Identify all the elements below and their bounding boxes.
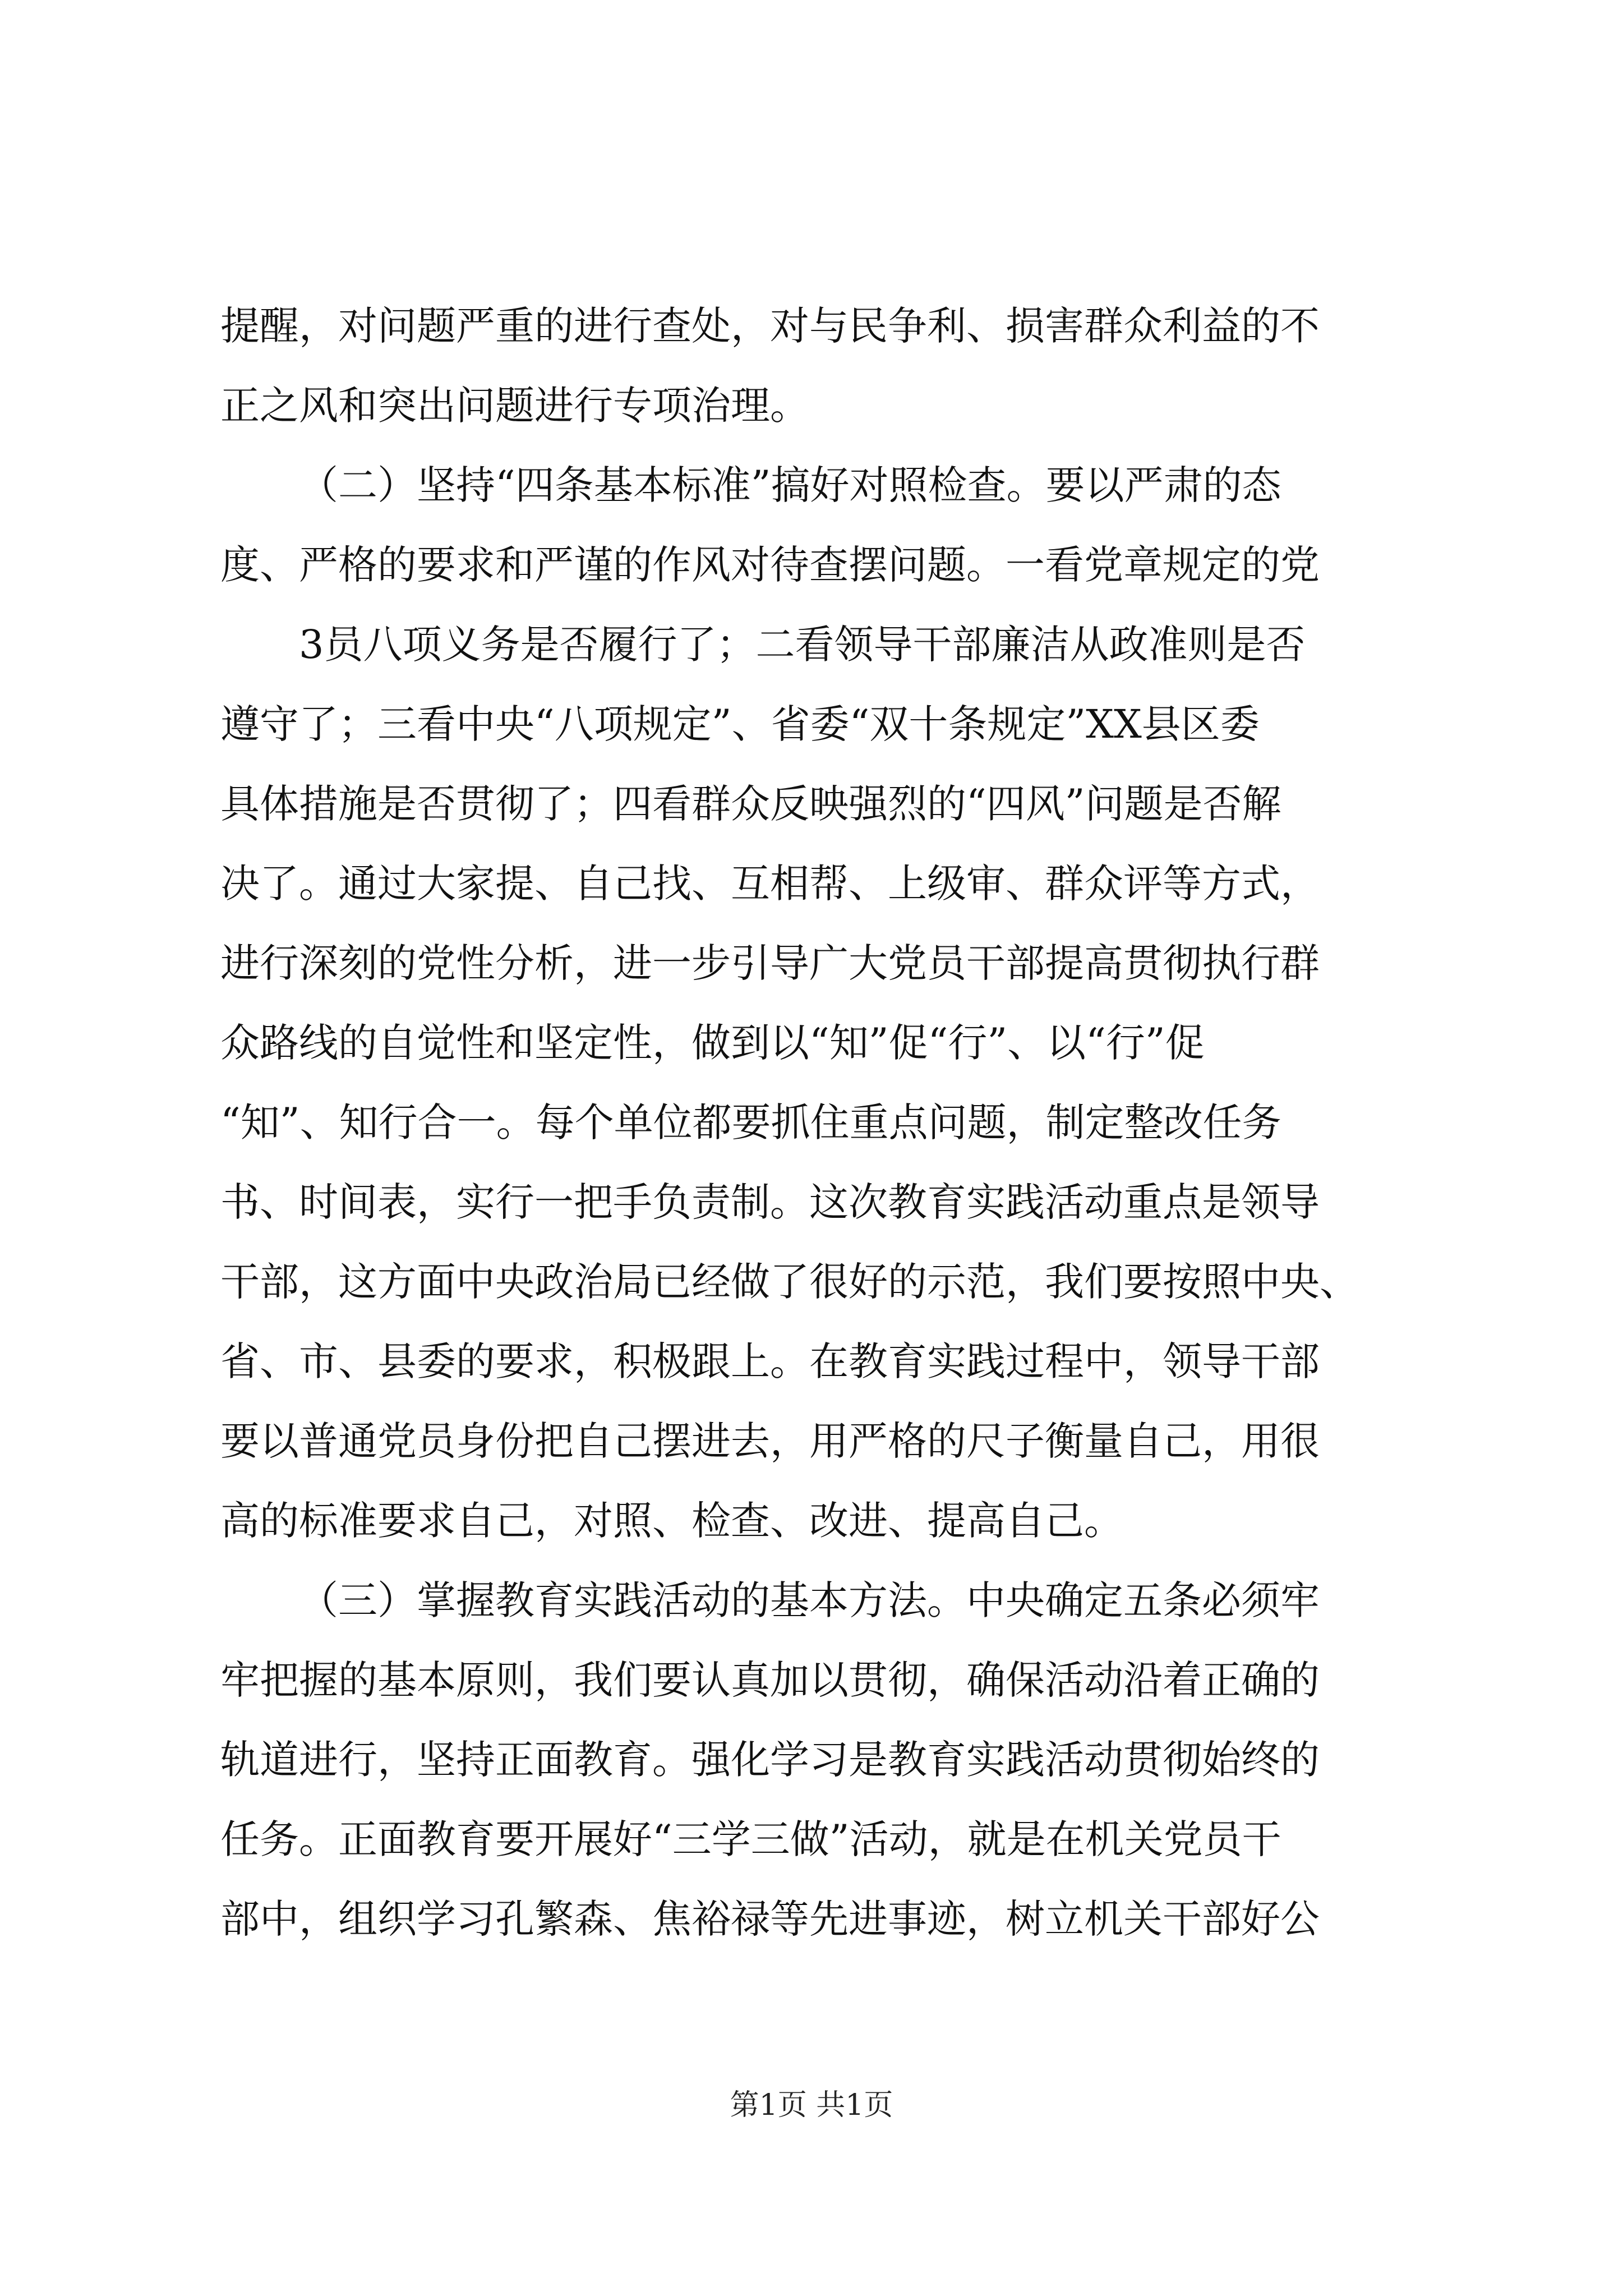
paragraph-start-line: （三）掌握教育实践活动的基本方法。中央确定五条必须牢	[299, 1577, 1320, 1623]
text-line: 任务。正面教育要开展好“三学三做”活动，就是在机关党员干	[220, 1816, 1281, 1862]
text-line: 高的标准要求自己，对照、检查、改进、提高自己。	[220, 1498, 1123, 1544]
page-footer	[0, 2086, 1623, 2125]
text-line: 遵守了；三看中央“八项规定”、省委“双十条规定”XX县区委	[220, 701, 1260, 747]
paragraph-start-line: （二）坚持“四条基本标准”搞好对照检查。要以严肃的态	[299, 462, 1281, 508]
text-line: 书、时间表，实行一把手负责制。这次教育实践活动重点是领导	[220, 1179, 1320, 1225]
page-number-label: 第1页 共1页	[730, 2088, 893, 2122]
text-line: 牢把握的基本原则，我们要认真加以贯彻，确保活动沿着正确的	[220, 1657, 1320, 1703]
text-line: 正之风和突出问题进行专项治理。	[220, 383, 809, 429]
paragraph-start-line: 3员八项义务是否履行了；二看领导干部廉洁从政准则是否	[299, 622, 1306, 668]
text-line: 度、严格的要求和严谨的作风对待查摆问题。一看党章规定的党	[220, 542, 1320, 588]
text-line: 要以普通党员身份把自己摆进去，用严格的尺子衡量自己，用很	[220, 1418, 1320, 1464]
text-line: 众路线的自觉性和坚定性，做到以“知”促“行”、以“行”促	[220, 1020, 1205, 1066]
text-line: 具体措施是否贯彻了；四看群众反映强烈的“四风”问题是否解	[220, 781, 1281, 827]
text-line: 提醒，对问题严重的进行查处，对与民争利、损害群众利益的不	[220, 303, 1320, 349]
text-line: 省、市、县委的要求，积极跟上。在教育实践过程中，领导干部	[220, 1338, 1320, 1384]
text-line: “知”、知行合一。每个单位都要抓住重点问题，制定整改任务	[220, 1099, 1281, 1145]
text-line: 进行深刻的党性分析，进一步引导广大党员干部提高贯彻执行群	[220, 940, 1320, 986]
text-line: 轨道进行，坚持正面教育。强化学习是教育实践活动贯彻始终的	[220, 1737, 1320, 1783]
text-line: 部中，组织学习孔繁森、焦裕禄等先进事迹，树立机关干部好公	[220, 1896, 1320, 1942]
text-line: 决了。通过大家提、自己找、互相帮、上级审、群众评等方式，	[220, 861, 1320, 907]
document-body	[220, 286, 1404, 1959]
text-line: 干部，这方面中央政治局已经做了很好的示范，我们要按照中央、	[220, 1259, 1359, 1305]
